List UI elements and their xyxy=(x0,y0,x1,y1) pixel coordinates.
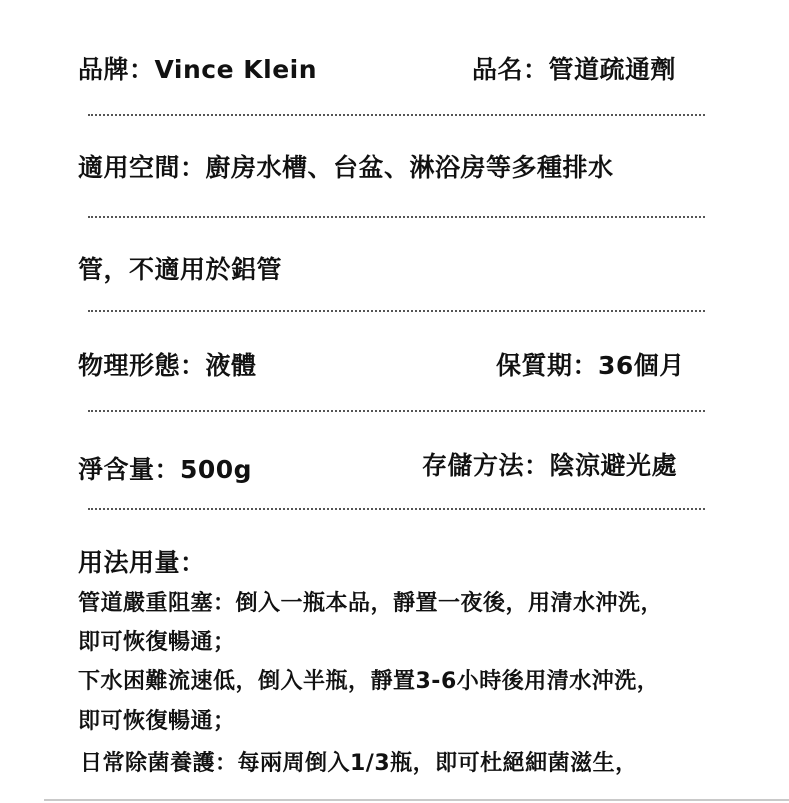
product-name-label: 品名：管道疏通劑 xyxy=(472,55,677,84)
usage-line: 即可恢復暢通； xyxy=(78,709,236,734)
net-content-label: 淨含量：500g xyxy=(78,455,253,484)
usage-line: 下水困難流速低，倒入半瓶，靜置3-6小時後用清水沖洗， xyxy=(78,669,660,694)
brand-label: 品牌：Vince Klein xyxy=(78,55,318,84)
usage-line: 日常除菌養護：每兩周倒入1/3瓶，即可杜絕細菌滋生， xyxy=(80,751,638,776)
divider-dotted xyxy=(88,310,705,312)
bottom-divider xyxy=(44,799,789,801)
space-label-continued: 管，不適用於鋁管 xyxy=(78,255,283,284)
usage-line: 即可恢復暢通； xyxy=(78,630,236,655)
divider-dotted xyxy=(88,410,705,412)
usage-heading: 用法用量： xyxy=(78,548,206,577)
form-label: 物理形態：液體 xyxy=(78,351,257,380)
storage-label: 存儲方法：陰涼避光處 xyxy=(422,451,678,480)
shelf-life-label: 保質期：36個月 xyxy=(496,351,685,380)
divider-dotted xyxy=(88,508,705,510)
usage-line: 管道嚴重阻塞：倒入一瓶本品，靜置一夜後，用清水沖洗， xyxy=(78,591,664,616)
divider-dotted xyxy=(88,114,705,116)
space-label: 適用空間：廚房水槽、台盆、淋浴房等多種排水 xyxy=(78,153,614,182)
divider-dotted xyxy=(88,216,705,218)
